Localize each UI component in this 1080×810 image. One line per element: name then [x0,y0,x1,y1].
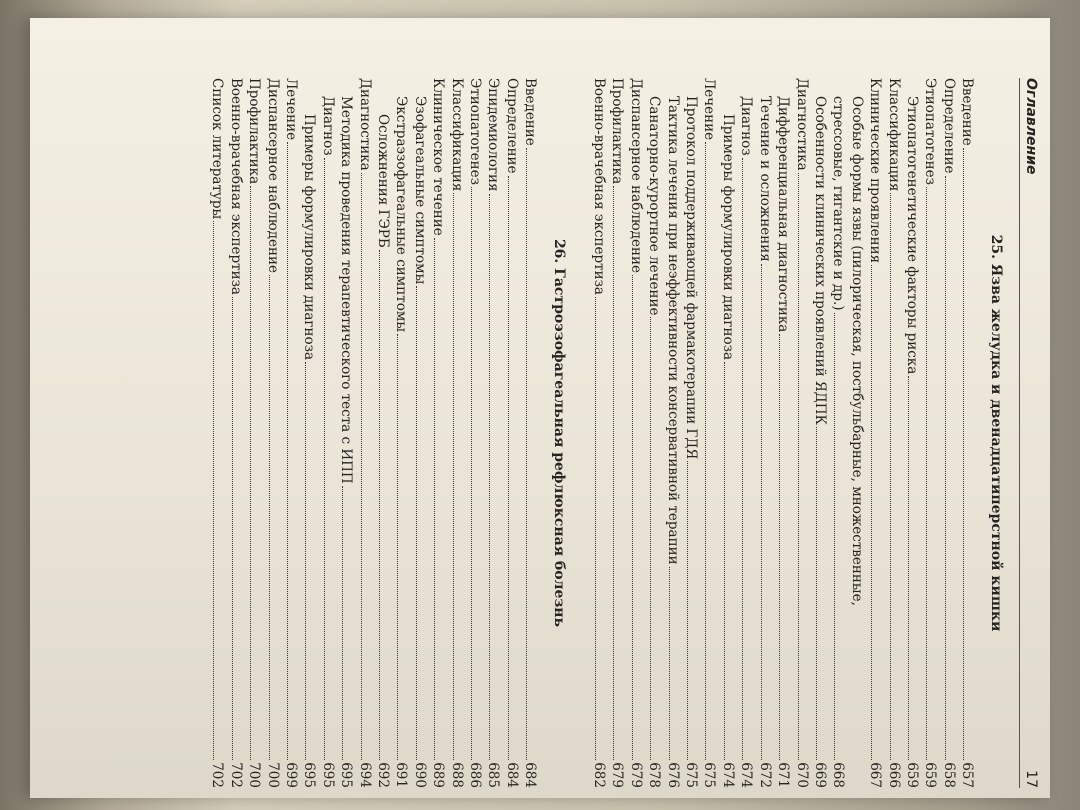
toc-entry[interactable] [245,78,263,788]
toc-entry-page: 666 [885,762,902,788]
dot-leader [724,362,735,760]
dot-leader [305,362,316,760]
toc-entry[interactable] [337,78,355,788]
dot-leader [342,486,353,761]
toc-entry[interactable] [719,78,737,788]
dot-leader [379,250,390,760]
toc-entry-label: Лечение [282,78,299,141]
dot-leader [687,461,698,760]
toc-entry[interactable] [282,78,300,788]
dot-leader [397,334,408,760]
toc-entry-label: Диспансерное наблюдение [627,78,644,273]
toc-entry-page: 672 [756,762,773,788]
toc-entry-label: Классификация [885,78,902,192]
toc-entry-page: 700 [264,762,281,788]
dot-leader [434,238,445,761]
toc-entry-label: Диспансерное наблюдение [264,78,281,273]
dot-leader [595,297,606,760]
toc-entry-label: Определение [503,78,520,174]
toc-entry[interactable] [663,78,681,788]
toc-entry-label: Эзофагеальные симптомы [411,96,428,285]
toc-entry-page: 670 [793,762,810,788]
dot-leader [963,148,974,760]
toc-entry[interactable] [958,78,976,788]
toc-entry-label: Клиническое течение [430,78,447,236]
toc-entry-label: Этиопатогенез [467,78,484,185]
toc-entry-label: Диагноз [738,96,755,156]
toc-entry-page: 679 [627,762,644,788]
dot-leader [926,187,937,760]
toc-entry[interactable] [300,78,318,788]
toc-entry-label: Особенности клинических проявлений ЯДПК [811,96,828,425]
toc-entry-page: 675 [683,762,700,788]
dot-leader [742,158,753,761]
toc-entry[interactable] [700,78,718,788]
toc-entry-label: Клинические проявления [867,78,884,264]
toc-entry-page: 671 [775,762,792,788]
toc-entry-label: Диагностика [356,78,373,171]
toc-entry-page: 667 [867,762,884,788]
dot-leader [669,567,680,761]
toc-entry-page: 702 [209,762,226,788]
toc-entry[interactable] [410,78,428,788]
toc-entry-page: 695 [319,762,336,788]
toc-entry-page: 688 [448,762,465,788]
toc-entry-page: 684 [522,762,539,788]
toc-entry-label: Осложнения ГЭРБ [375,114,391,248]
toc-entry-label: Введение [522,78,539,146]
dot-leader [613,186,624,760]
toc-entry-page: 691 [393,762,410,788]
toc-entry[interactable] [755,78,773,788]
dot-leader [761,264,772,760]
toc-entry[interactable] [484,78,502,788]
toc-entry[interactable] [774,78,792,788]
toc-entry-page: 658 [940,762,957,788]
toc-entry-label: Введение [959,78,976,146]
dot-leader [416,286,427,760]
dot-leader [871,265,882,760]
toc-entry-label: Профилактика [246,78,263,185]
toc-entry-label: Примеры формулировки диагноза [719,114,736,360]
dot-leader [834,313,845,761]
toc-entry-label: Военно-врачебная экспертиза [227,78,244,295]
dot-leader [945,176,956,761]
toc-content [40,78,1040,788]
toc-entry[interactable] [590,78,608,788]
toc-entry-continuation: Особые формы язвы (пилорическая, постбульбарные, множественные, [848,96,865,606]
toc-entry-label: Этиопатогенетические факторы риска [903,96,920,375]
dot-leader [361,173,372,760]
toc-entry-label: Методика проведения терапевтического теста с ИПП [338,96,355,484]
toc-entry-page: 674 [719,762,736,788]
toc-entry-page: 659 [922,762,939,788]
toc-entry[interactable] [226,78,244,788]
dot-leader [816,427,827,760]
toc-entry-label: Диагноз [319,96,336,156]
toc-entry-label: Протокол поддерживающей фармакотерапии ГДЯ [683,96,700,460]
running-header [1019,78,1040,788]
toc-entry-page: 674 [738,762,755,788]
toc-entry[interactable] [318,78,336,788]
toc-entry[interactable] [645,78,663,788]
toc-entry-label: Дифференциальная диагностика [775,96,792,333]
toc-entry-label: Санаторно-курортное лечение [646,96,663,316]
dot-leader [269,275,280,760]
toc-entry-label: Тактика лечения при неэффективности консервативной терапии [664,96,681,565]
chapter-gap [574,78,590,788]
toc-entry[interactable] [521,78,539,788]
dot-leader [453,193,464,760]
toc-entry[interactable] [811,78,829,788]
dot-leader [798,173,809,760]
toc-entry[interactable] [355,78,373,788]
toc-entry-label: Эпидемиология [485,78,502,192]
toc-entry[interactable] [263,78,281,788]
toc-entry-label: Течение и осложнения [756,96,773,262]
chapter-title: 26. Гастроэзофагеальная рефлюксная болезнь [550,238,567,628]
toc-entry[interactable] [921,78,939,788]
toc-entry-label: Диагностика [793,78,810,171]
toc-entry-label: Лечение [701,78,718,141]
toc-entry-page: 659 [903,762,920,788]
dot-leader [908,376,919,760]
toc-entry[interactable] [829,78,847,788]
dot-leader [287,142,298,760]
toc-entry[interactable] [208,78,226,788]
running-header-title: Оглавление [1023,78,1039,175]
toc-entry[interactable] [866,78,884,788]
toc-entry[interactable] [939,78,957,788]
toc-entry[interactable] [626,78,644,788]
toc-entry-label: Профилактика [609,78,626,185]
toc-entry[interactable] [903,78,921,788]
dot-leader [779,334,790,760]
dot-leader [706,142,717,760]
toc-entry-page: 694 [356,762,373,788]
toc-entry-page: 669 [811,762,828,788]
dot-leader [250,186,261,760]
toc-entry-page: 702 [227,762,244,788]
dot-leader [471,187,482,760]
chapter-title: 25. Язва желудка и двенадцатиперстной кишки [987,234,1004,632]
toc-entry[interactable] [429,78,447,788]
toc-entry-page: 695 [301,762,318,788]
toc-entry-page: 699 [282,762,299,788]
toc-entry-label: стрессовые, гигантские и др.) [830,96,847,311]
toc-entry-page: 678 [646,762,663,788]
dot-leader [232,297,243,760]
toc-entry[interactable] [392,78,410,788]
toc-entry[interactable] [884,78,902,788]
toc-entry-label: Классификация [448,78,465,192]
toc-entry-page: 685 [485,762,502,788]
toc-entry-page: 676 [664,762,681,788]
dot-leader [650,317,661,760]
toc-entry-label: Этиопатогенез [922,78,939,185]
dot-leader [890,193,901,760]
toc-entry-label: Военно-врачебная экспертиза [591,78,608,295]
table-of-contents [208,78,1005,788]
toc-entry-page: 689 [430,762,447,788]
toc-entry[interactable] [502,78,520,788]
toc-entry-page: 682 [591,762,608,788]
toc-entry-page: 684 [503,762,520,788]
toc-entry[interactable] [374,78,392,788]
dot-leader [526,148,537,760]
toc-entry[interactable] [447,78,465,788]
toc-entry-label: Список литературы [209,78,226,220]
toc-entry-page: 690 [411,762,428,788]
toc-entry-label: Примеры формулировки диагноза [301,114,318,360]
dot-leader [489,194,500,761]
toc-entry-page: 679 [609,762,626,788]
toc-entry-label: Определение [940,78,957,174]
toc-entry-page: 686 [467,762,484,788]
page-number: 17 [1023,770,1039,788]
toc-entry[interactable] [682,78,700,788]
dot-leader [213,221,224,760]
toc-entry-page: 700 [246,762,263,788]
dot-leader [632,275,643,760]
toc-entry-label: Экстраэзофагеальные симптомы [393,96,410,333]
dot-leader [508,176,519,761]
toc-entry-page: 675 [701,762,718,788]
toc-entry-page: 668 [830,762,847,788]
toc-entry-page: 657 [959,762,976,788]
toc-entry[interactable] [466,78,484,788]
dot-leader [324,158,335,761]
toc-entry[interactable] [608,78,626,788]
toc-entry-page: 692 [375,762,391,788]
toc-entry-page: 695 [338,762,355,788]
toc-entry[interactable] [737,78,755,788]
toc-entry[interactable] [792,78,810,788]
